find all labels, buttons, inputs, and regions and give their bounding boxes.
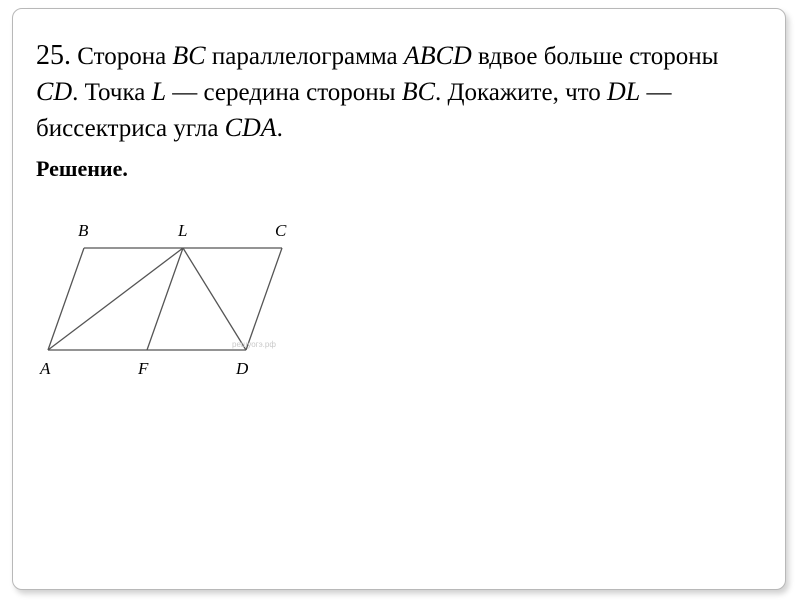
- problem-text-part: — середина стороны: [166, 79, 402, 106]
- watermark: решуогэ.рф: [232, 340, 276, 349]
- solution-heading: Решение.: [36, 156, 128, 181]
- math-cda: CDA: [224, 113, 277, 142]
- problem-text-part: . Точка: [72, 79, 152, 106]
- label-a: A: [40, 359, 51, 378]
- segment-fl: [147, 248, 183, 350]
- label-f: F: [138, 359, 149, 378]
- label-l: L: [178, 221, 188, 240]
- label-d: D: [236, 359, 249, 378]
- math-bc: BC: [172, 41, 206, 70]
- problem-text-part: Сторона: [71, 43, 173, 70]
- segment-dl: [183, 248, 246, 350]
- segment-ab: [48, 248, 84, 350]
- math-l: L: [151, 77, 167, 106]
- problem-text-part: .: [276, 115, 283, 142]
- problem-text-part: вдвое больше стороны: [471, 43, 719, 70]
- label-c: C: [275, 221, 287, 240]
- problem-text-part: — биссектриса угла: [36, 79, 672, 142]
- math-dl: DL: [607, 77, 641, 106]
- math-bc-2: BC: [401, 77, 435, 106]
- problem-text-part: параллелограмма: [205, 43, 404, 70]
- segment-cd: [246, 248, 282, 350]
- segment-al: [48, 248, 183, 350]
- math-abcd: ABCD: [403, 41, 472, 70]
- problem-text-part: . Докажите, что: [434, 79, 607, 106]
- math-cd: CD: [36, 77, 73, 106]
- problem-statement: [36, 38, 756, 146]
- parallelogram-figure: [32, 214, 322, 386]
- problem-number: 25.: [36, 40, 71, 71]
- label-b: B: [78, 221, 89, 240]
